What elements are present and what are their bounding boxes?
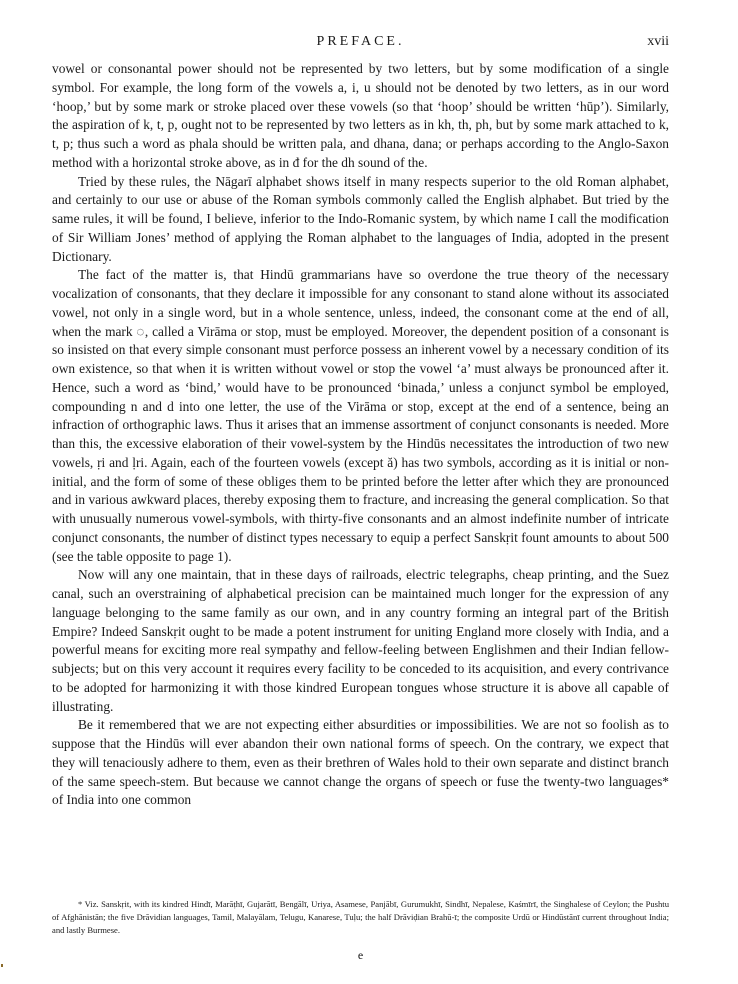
paragraph: Tried by these rules, the Nāgarī alphabet shows itself in many respects superior to the old Roman alphabet, and certainly to our use or abuse of the Roman symbols commonly called the English alphabet. But tried by the same rules, it will be found, I believe, inferior to the Indo-Romanic system, by which name I call the modification of Sir William Jones’ method of applying the Roman alphabet to the languages of India, adopted in the present Dictionary. xyxy=(52,173,669,264)
paragraph: Be it remembered that we are not expecting either absurdities or impossibilities. We are not so foolish as to suppose that the Hindūs will ever abandon their own national forms of speech. On the contrary, we expect that they will tenaciously adhere to them, even as their brethren of Wales hold to their own separate and distinct branch of the same speech-stem. But because we cannot change the organs of speech or fuse the twenty-two languages* of India into one common xyxy=(52,717,669,808)
footnote: * Viz. Sanskṛit, with its kindred Hindī, Marāṭhī, Gujarātī, Bengālī, Uriya, Asamese, Panjābī, Gurumukhī, Sindhī, Nepalese, Kaśmīrī, the Singhalese of Ceylon; the Pushtu of Afghānistān; the five Drāvidian languages, Tamil, Malayālam, Telugu, Kanarese, Tuḷu; the half Drāviḍian Brahū-ī; the composite Urdū or Hindūstānī current throughout India; and lastly Burmese. xyxy=(52,899,669,935)
paragraph: Now will any one maintain, that in these days of railroads, electric telegraphs, cheap printing, and the Suez canal, such an overstraining of alphabetical precision can be maintained much longer for the expression of any language belonging to the same family as our own, and in any country forming an integral part of the British Empire? Indeed Sanskṛit ought to be made a potent instrument for uniting England more closely with India, and a powerful means for exciting more real sympathy and fellow-feeling between Englishmen and their Indian fellow-subjects; but on this very account it requires every facility to be conceded to its acquisition, and every contrivance to be adopted for harmonizing it with those kindred European tongues whose structure it is above all capable of illustrating. xyxy=(52,567,669,714)
page-header-title: PREFACE. xyxy=(316,34,405,49)
page-number: xvii xyxy=(647,34,669,49)
paragraph-continuation: vowel or consonantal power should not be represented by two letters, but by some modification of a single symbol. For example, the long form of the vowels a, i, u should not be denoted by two letters, as in our word ‘hoop,’ but by some mark or stroke placed over these vowels (so that ‘hoop’ should be written ‘hūp’). Similarly, the aspiration of k, t, p, ought not to be represented by two letters as in kh, th, ph, but by some mark attached to k, t, p; thus such a word as phala should be written pala, and dhana, dana; or perhaps according to the Anglo-Saxon method with a horizontal stroke above, as in đ for the dh sound of the. xyxy=(52,61,669,170)
book-page xyxy=(52,30,669,970)
body-text xyxy=(52,60,669,810)
running-header xyxy=(52,30,669,60)
paragraph: The fact of the matter is, that Hindū grammarians have so overdone the true theory of the necessary vocalization of consonants, that they declare it impossible for any consonant to stand alone without its associated vowel, not only in a single word, but in a whole sentence, unless, indeed, the consonant come at the end of all, when the mark ◌, called a Virāma or stop, must be employed. Moreover, the dependent position of a consonant is so insisted on that every simple consonant must perforce possess an inherent vowel by a necessary condition of its own existence, so that when it is written without vowel or stop the vowel ‘a’ must always be pronounced after it. Hence, such a word as ‘bind,’ would have to be pronounced ‘binada,’ unless a conjunct symbol be employed, compounding n and d into one letter, the use of the Virāma or stop, except at the end of a sentence, being an infraction of orthographic laws. Thus it arises that an immense assortment of conjunct consonants is needed. More than this, the excessive elaboration of their vowel-system by the Hindūs necessitates the introduction of two new vowels, ṛi and ḷri. Again, each of the fourteen vowels (except ă) has two symbols, according as it is initial or non-initial, and the form of some of these obliges them to be printed before the letter after which they are pronounced and in various awkward places, thereby exposing them to fracture, and increasing the general complication. So that with unusually numerous vowel-symbols, with thirty-five consonants and an almost indefinite number of intricate conjunct consonants, the number of distinct types necessary to equip a perfect Sanskṛit fount amounts to about 500 (see the table opposite to page 1). xyxy=(52,267,669,564)
signature-mark: e xyxy=(357,948,364,962)
paper-speck xyxy=(1,964,3,967)
